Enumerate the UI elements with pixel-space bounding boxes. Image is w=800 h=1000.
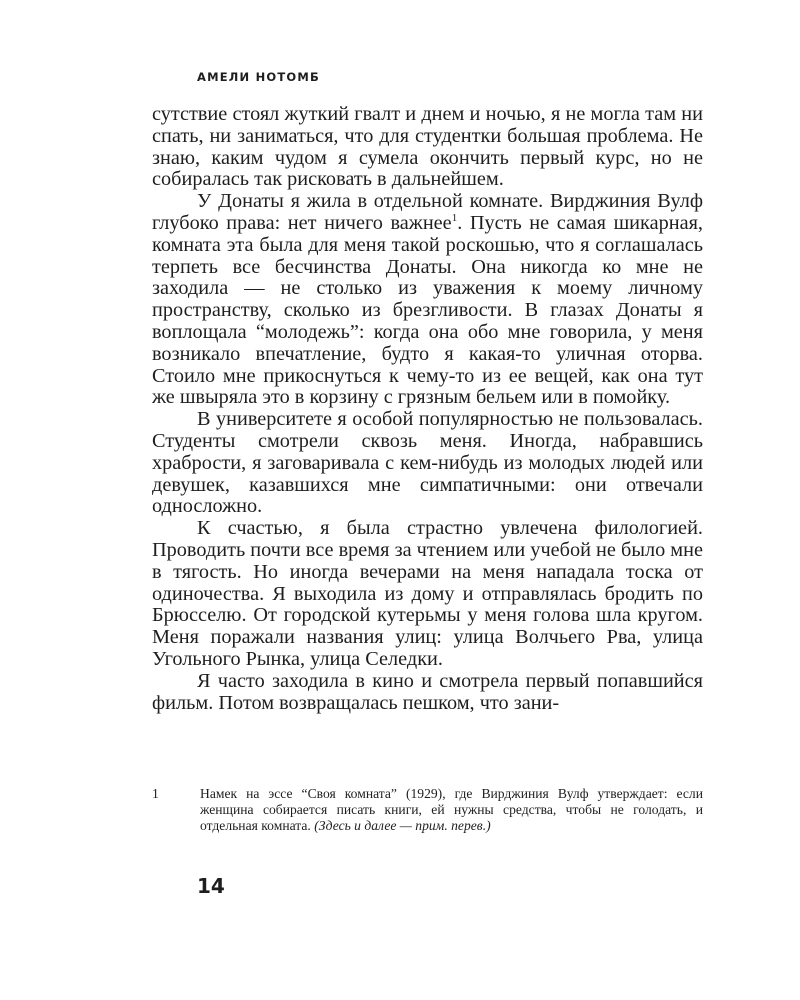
paragraph-3: В университете я особой популярностью не пользовалась. Студенты смотрели сквозь меня. Иногда, набравшись храбрости, я заговаривала с кем-нибудь из молодых людей или девушек, казавшихся мне симпатичными: они отвечали односложно.	[152, 408, 703, 518]
paragraph-1: сутствие стоял жуткий гвалт и днем и ночью, я не могла там ни спать, ни заниматься, что для студентки большая проблема. Не знаю, каким чудом я сумела окончить первый курс, но не собиралась так рисковать в дальнейшем.	[152, 103, 703, 191]
paragraph-4: К счастью, я была страстно увлечена филологией. Проводить почти все время за чтением или учебой не было мне в тягость. Но иногда вечерами на меня нападала тоска от одиночества. Я выходила из дому и отправлялась бродить по Брюсселю. От городской кутерьмы у меня голова шла кругом. Меня поражали названия улиц: улица Волчьего Рва, улица Угольного Рынка, улица Селедки.	[152, 517, 703, 670]
footnote-number: 1	[152, 786, 159, 801]
footnote-translator-note: (Здесь и далее — прим. перев.)	[314, 818, 491, 834]
footnote	[152, 786, 703, 835]
footnote-reference: 1	[451, 212, 458, 225]
paragraph-5: Я часто заходила в кино и смотрела первый попавшийся фильм. Потом возвращалась пешком, что зани-	[152, 669, 703, 714]
page-number: 14	[197, 874, 225, 898]
footnote-body	[200, 786, 703, 835]
paragraph-2-part-2: . Пусть не самая шикарная, комната эта была для меня такой роскошью, что я соглашалась терпеть все бесчинства Донаты. Она никогда ко мне не заходила — не столько из уважения к моему личному пространству, сколько из брезгливости. В глазах Донаты я воплощала “молодежь”: когда она обо мне говорила, у меня возникало впечатление, будто я какая-то уличная оторва. Стоило мне прикоснуться к чему-то из ее вещей, как она тут же швыряла это в корзину с грязным бельем или в помойку.	[152, 211, 703, 409]
footnote-text: Намек на эссе “Своя комната” (1929), где Вирджиния Вулф утверждает: если женщина собирается писать книги, ей нужны средства, чтобы не голодать, и отдельная комната.	[200, 786, 703, 834]
main-text	[152, 104, 703, 714]
paragraph-2-part-1: У Донаты я жила в отдельной комнате. Вирджиния Вулф глубоко права: нет ничего важнее	[152, 190, 703, 234]
paragraph-2	[152, 191, 703, 409]
running-head: АМЕЛИ НОТОМБ	[197, 70, 321, 84]
